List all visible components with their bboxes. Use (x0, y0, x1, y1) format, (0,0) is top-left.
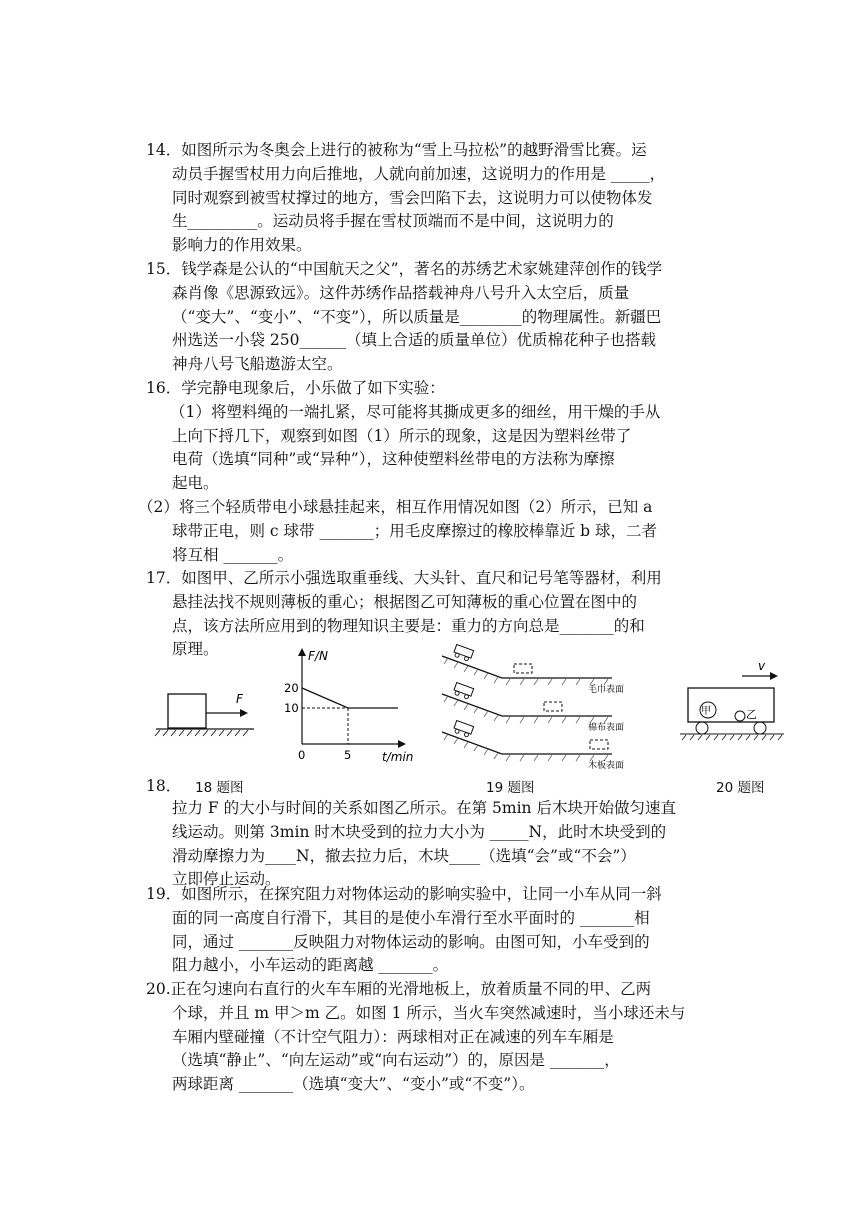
q15-line: （“变大”、“变小”、“不变”），所以质量是________的物理属性。新疆巴 (172, 307, 662, 326)
q18-line: 立即停止运动。 (172, 870, 281, 889)
ground-hatching (155, 730, 248, 736)
ball-yi (735, 711, 745, 721)
y-axis-arrowhead (298, 648, 306, 656)
ball-yi-label: 乙 (746, 708, 757, 721)
x-tick-label: 5 (344, 748, 352, 762)
q14-line: 动员手握雪杖用力向后推地，人就向前加速，这说明力的作用是 _____， (172, 164, 666, 183)
q19-line: 同，通过 _______反映阻力对物体运动的影响。由图可知，小车受到的 (172, 932, 650, 951)
q16-line: （2）将三个轻质带电小球悬挂起来，相互作用情况如图（2）所示，已知 a (138, 497, 653, 516)
q18-line: 拉力 F 的大小与时间的关系如图乙所示。在第 5min 后木块开始做匀速直 (172, 799, 676, 817)
q19-line: 阻力越小，小车运动的距离越 _______。 (172, 956, 449, 975)
question-14 (146, 139, 716, 258)
cart-stop-position (590, 740, 608, 749)
y-tick-label: 10 (284, 701, 299, 715)
q18-number: 18． (146, 777, 182, 795)
fig18-caption: 18 题图 (195, 780, 244, 796)
x-axis-label: t/min (382, 750, 414, 764)
question-20 (146, 978, 716, 1097)
cart-icon (453, 720, 474, 737)
question-19 (146, 883, 716, 978)
q20-line: （选填“静止”、“向左运动”或“向右运动”）的，原因是 _______， (172, 1051, 620, 1070)
cart-stop-position (514, 664, 532, 673)
wheel (754, 722, 766, 734)
x-tick-label: 0 (298, 748, 306, 762)
figure-row (150, 642, 790, 782)
q20-line: 个球，并且 m 甲＞m 乙。如图 1 所示，当火车突然减速时，当小球还未与 (172, 1003, 686, 1022)
q16-line: 球带正电，则 c 球带 _______；用毛皮摩擦过的橡胶棒靠近 b 球，二者 (172, 521, 657, 540)
ball-jia-label: 甲 (701, 706, 711, 717)
q20-line: 车厢内壁碰撞（不计空气阻力）：两球相对正在减速的列车车厢是 (172, 1027, 614, 1046)
y-tick-label: 20 (284, 681, 299, 695)
surface-label: 木板表面 (588, 761, 625, 771)
train-carriage-diagram (680, 656, 790, 746)
q16-line: 16．学完静电现象后，小乐做了如下实验： (146, 379, 445, 397)
track-hatching (682, 735, 782, 740)
surface-label: 棉布表面 (588, 723, 625, 733)
question-15 (146, 258, 716, 377)
q18-line: 线运动。则第 3min 时木块受到的拉力大小为 _____N，此时木块受到的 (172, 822, 667, 841)
q14-line: 影响力的作用效果。 (172, 236, 312, 255)
y-axis-label: F/N (308, 649, 328, 663)
q15-line: 森肖像《思源致远》。这件苏绣作品搭载神舟八号升入太空后，质量 (172, 283, 630, 302)
q16-line: 电荷（选填“同种”或“异种”），这种使塑料丝带电的方法称为摩擦 (172, 450, 615, 469)
q17-line: 原理。 (172, 640, 219, 659)
q15-line: 15．钱学森是公认的“中国航天之父”，著名的苏绣艺术家姚建萍创作的钱学 (146, 260, 663, 278)
cart-icon (453, 682, 474, 699)
fig19-caption: 19 题图 (486, 780, 535, 796)
q14-line: 同时观察到被雪杖撑过的地方，雪会凹陷下去，这说明力可以使物体发 (172, 188, 653, 207)
force-time-graph (270, 644, 420, 764)
wheel (696, 722, 708, 734)
x-axis-arrowhead (398, 740, 406, 748)
q16-line: 起电。 (172, 474, 219, 493)
wooden-block (168, 694, 206, 728)
q17-line: 17．如图甲、乙所示小强选取重垂线、大头针、直尺和记号笔等器材，利用 (146, 569, 662, 587)
velocity-arrowhead (770, 672, 778, 680)
question-16 (138, 377, 716, 567)
q19-line: 19．如图所示，在探究阻力对物体运动的影响实验中，让同一小车从同一斜 (146, 885, 662, 903)
force-curve (302, 688, 398, 708)
block-force-diagram (150, 682, 260, 740)
force-label: F (236, 692, 243, 706)
cart-stop-position (544, 702, 562, 711)
force-arrowhead (240, 709, 248, 717)
surface-label: 毛巾表面 (588, 685, 625, 695)
q17-line: 悬挂法找不规则薄板的重心；根据图乙可知薄板的重心位置在图中的 (172, 592, 638, 611)
q14-line: 生_________。运动员将手握在雪杖顶端而不是中间，这说明力的 (172, 212, 614, 231)
q20-line: 20.正在匀速向右直行的火车车厢的光滑地板上，放着质量不同的甲、乙两 (146, 980, 652, 998)
q18-line: 滑动摩擦力为____N，撤去拉力后，木块____（选填“会”或“不会”） (172, 846, 636, 865)
velocity-label: v (758, 659, 766, 673)
q17-line: 点，该方法所应用到的物理知识主要是：重力的方向总是_______的和 (172, 616, 645, 635)
q16-line: 上向下捋几下，观察到如图（1）所示的现象，这是因为塑料丝带了 (172, 426, 632, 445)
q19-line: 面的同一高度自行滑下，其目的是使小车滑行至水平面时的 _______相 (172, 908, 650, 927)
q15-line: 神舟八号飞船遨游太空。 (172, 355, 343, 374)
q14-line: 14．如图所示为冬奥会上进行的被称为“雪上马拉松”的越野滑雪比赛。运 (146, 141, 647, 159)
fig20-caption: 20 题图 (716, 780, 765, 796)
q16-line: 将互相 _______。 (172, 545, 294, 564)
ramp-experiment-diagram (440, 642, 640, 777)
cart-icon (453, 644, 474, 661)
question-18 (146, 797, 716, 892)
q15-line: 州选送一小袋 250______（填上合适的质量单位）优质棉花种子也搭载 (172, 331, 657, 350)
q20-line: 两球距离 _______（选填“变大”、“变小”或“不变”）。 (172, 1075, 535, 1094)
q16-line: （1）将塑料绳的一端扎紧，尽可能将其撕成更多的细丝，用干燥的手从 (170, 402, 661, 421)
